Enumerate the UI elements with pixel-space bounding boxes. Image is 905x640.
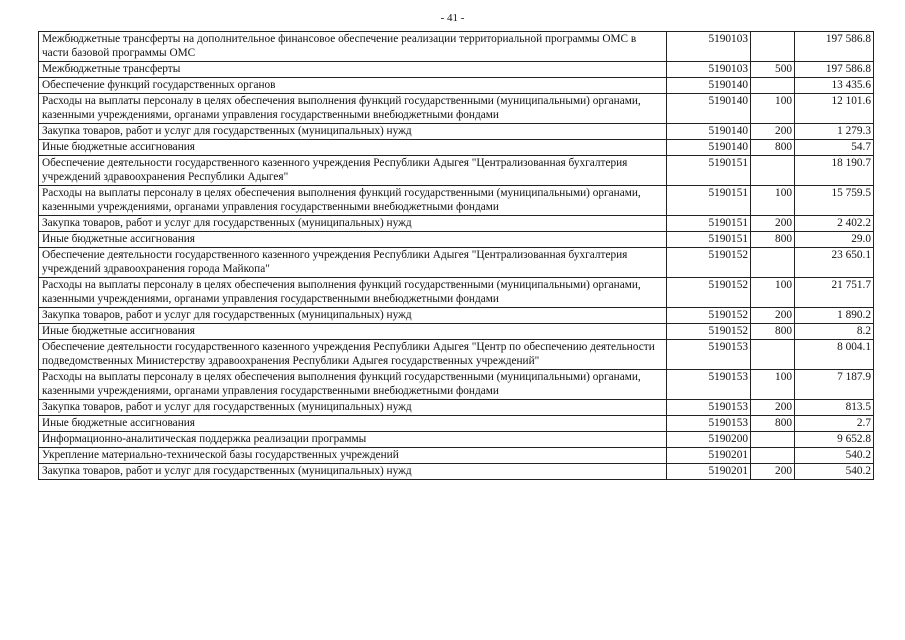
row-sum-cell: 23 650.1 [795,248,874,278]
row-type-cell: 100 [751,94,795,124]
row-name-cell: Укрепление материально-технической базы государственных учреждений [39,448,667,464]
row-code-cell: 5190103 [667,32,751,62]
table-row [39,186,874,216]
row-type-cell: 200 [751,400,795,416]
row-name-cell: Обеспечение деятельности государственного казенного учреждения Республики Адыгея "Центр по обеспечению деятельности подведомственных Министерству здравоохранения Республики Адыгея государственных учреждений" [39,340,667,370]
row-name-cell: Межбюджетные трансферты на дополнительное финансовое обеспечение реализации территориальной программы ОМС в части базовой программы ОМС [39,32,667,62]
table-row [39,32,874,62]
row-sum-cell: 1 890.2 [795,308,874,324]
table-row [39,78,874,94]
row-sum-cell: 9 652.8 [795,432,874,448]
row-type-cell: 800 [751,140,795,156]
row-sum-cell: 8 004.1 [795,340,874,370]
table-row [39,278,874,308]
table-row [39,370,874,400]
row-type-cell: 200 [751,464,795,480]
row-type-cell [751,340,795,370]
row-name-cell: Иные бюджетные ассигнования [39,416,667,432]
row-code-cell: 5190152 [667,308,751,324]
row-name-cell: Иные бюджетные ассигнования [39,324,667,340]
row-code-cell: 5190151 [667,156,751,186]
row-code-cell: 5190103 [667,62,751,78]
table-row [39,156,874,186]
table-row [39,464,874,480]
row-code-cell: 5190140 [667,140,751,156]
row-type-cell [751,78,795,94]
row-code-cell: 5190140 [667,124,751,140]
row-name-cell: Расходы на выплаты персоналу в целях обеспечения выполнения функций государственными (муниципальными) органами, казенными учреждениями, органами управления государственными внебюджетными фондами [39,278,667,308]
table-row [39,232,874,248]
row-code-cell: 5190151 [667,216,751,232]
row-code-cell: 5190153 [667,370,751,400]
row-name-cell: Информационно-аналитическая поддержка реализации программы [39,432,667,448]
budget-table-body [39,32,874,480]
row-name-cell: Обеспечение функций государственных органов [39,78,667,94]
row-sum-cell: 8.2 [795,324,874,340]
row-sum-cell: 12 101.6 [795,94,874,124]
row-name-cell: Расходы на выплаты персоналу в целях обеспечения выполнения функций государственными (муниципальными) органами, казенными учреждениями, органами управления государственными внебюджетными фондами [39,94,667,124]
row-type-cell: 800 [751,416,795,432]
row-sum-cell: 197 586.8 [795,62,874,78]
table-row [39,62,874,78]
row-sum-cell: 1 279.3 [795,124,874,140]
table-row [39,400,874,416]
row-type-cell: 100 [751,370,795,400]
row-sum-cell: 29.0 [795,232,874,248]
row-sum-cell: 197 586.8 [795,32,874,62]
row-type-cell: 200 [751,124,795,140]
row-code-cell: 5190152 [667,324,751,340]
table-row [39,432,874,448]
row-sum-cell: 813.5 [795,400,874,416]
row-name-cell: Обеспечение деятельности государственного казенного учреждения Республики Адыгея "Централизованная бухгалтерия учреждений здравоохранения города Майкопа" [39,248,667,278]
row-type-cell: 100 [751,278,795,308]
row-sum-cell: 54.7 [795,140,874,156]
row-sum-cell: 540.2 [795,448,874,464]
page-number: - 41 - [440,12,465,24]
row-type-cell [751,248,795,278]
row-code-cell: 5190140 [667,78,751,94]
table-row [39,124,874,140]
row-type-cell [751,432,795,448]
row-name-cell: Обеспечение деятельности государственного казенного учреждения Республики Адыгея "Централизованная бухгалтерия учреждений здравоохранения Республики Адыгея" [39,156,667,186]
row-type-cell: 500 [751,62,795,78]
row-sum-cell: 18 190.7 [795,156,874,186]
table-row [39,448,874,464]
row-name-cell: Иные бюджетные ассигнования [39,232,667,248]
table-row [39,216,874,232]
row-code-cell: 5190201 [667,464,751,480]
row-name-cell: Иные бюджетные ассигнования [39,140,667,156]
table-row [39,340,874,370]
table-row [39,308,874,324]
row-sum-cell: 540.2 [795,464,874,480]
row-code-cell: 5190153 [667,416,751,432]
row-type-cell [751,156,795,186]
row-code-cell: 5190151 [667,186,751,216]
row-type-cell: 200 [751,216,795,232]
row-code-cell: 5190200 [667,432,751,448]
row-code-cell: 5190152 [667,278,751,308]
row-name-cell: Закупка товаров, работ и услуг для государственных (муниципальных) нужд [39,400,667,416]
row-name-cell: Закупка товаров, работ и услуг для государственных (муниципальных) нужд [39,464,667,480]
row-type-cell: 200 [751,308,795,324]
row-code-cell: 5190153 [667,340,751,370]
row-name-cell: Закупка товаров, работ и услуг для государственных (муниципальных) нужд [39,124,667,140]
row-name-cell: Межбюджетные трансферты [39,62,667,78]
table-row [39,416,874,432]
row-sum-cell: 7 187.9 [795,370,874,400]
row-type-cell [751,448,795,464]
row-name-cell: Расходы на выплаты персоналу в целях обеспечения выполнения функций государственными (муниципальными) органами, казенными учреждениями, органами управления государственными внебюджетными фондами [39,186,667,216]
table-row [39,324,874,340]
row-code-cell: 5190140 [667,94,751,124]
row-sum-cell: 21 751.7 [795,278,874,308]
row-sum-cell: 15 759.5 [795,186,874,216]
table-row [39,94,874,124]
row-sum-cell: 13 435.6 [795,78,874,94]
row-name-cell: Закупка товаров, работ и услуг для государственных (муниципальных) нужд [39,308,667,324]
row-code-cell: 5190151 [667,232,751,248]
row-sum-cell: 2 402.2 [795,216,874,232]
row-name-cell: Закупка товаров, работ и услуг для государственных (муниципальных) нужд [39,216,667,232]
row-code-cell: 5190201 [667,448,751,464]
row-type-cell: 100 [751,186,795,216]
table-row [39,140,874,156]
row-name-cell: Расходы на выплаты персоналу в целях обеспечения выполнения функций государственными (муниципальными) органами, казенными учреждениями, органами управления государственными внебюджетными фондами [39,370,667,400]
row-sum-cell: 2.7 [795,416,874,432]
table-row [39,248,874,278]
row-type-cell: 800 [751,232,795,248]
row-type-cell: 800 [751,324,795,340]
row-type-cell [751,32,795,62]
row-code-cell: 5190152 [667,248,751,278]
row-code-cell: 5190153 [667,400,751,416]
budget-table [38,31,874,480]
